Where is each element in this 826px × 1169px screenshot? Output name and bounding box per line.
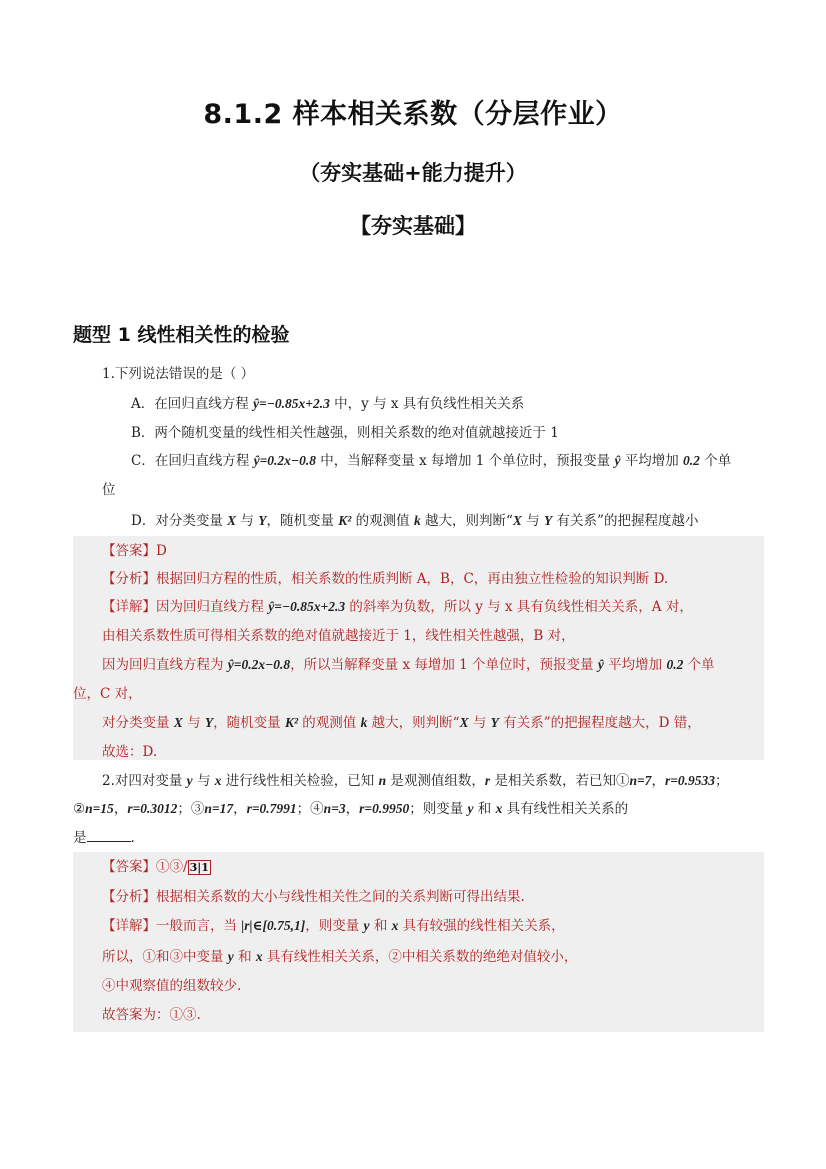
a1-d4-X2: X — [459, 715, 469, 730]
a1-d3-post: 个单 — [683, 657, 715, 673]
q2-line-2 — [73, 797, 628, 817]
q1-option-d — [131, 509, 698, 529]
q2-l3: 是 — [73, 830, 87, 846]
q1-option-a — [131, 392, 524, 412]
a2-detail-3: ④中观察值的组数较少. — [102, 978, 242, 994]
q1-c-mid: 中，当解释变量 x 每增加 1 个单位时，预报变量 — [316, 453, 615, 469]
a2-d2-he: 和 — [233, 949, 256, 965]
q2-l2-c2: ② — [73, 801, 86, 817]
section-bracket-heading: 【夯实基础】 — [350, 214, 476, 238]
q1-d-mid2: 的观测值 — [351, 513, 414, 529]
q2-l1-y: y — [186, 773, 193, 788]
a2-d1-x: x — [391, 918, 399, 933]
q1-option-c — [131, 449, 731, 469]
q2-l1-n1: n=7 — [629, 773, 652, 788]
a1-d4-yu: 与 — [182, 715, 205, 731]
q1-d-Y: Y — [258, 513, 267, 528]
q1-d-yu: 与 — [236, 513, 259, 529]
a1-analysis: 【分析】根据回归方程的性质，相关系数的性质判断 A，B，C，再由独立性检验的知识判断 D. — [102, 571, 669, 587]
q1-c-mid2: 平均增加 — [620, 453, 684, 469]
q1-d-X2: X — [512, 513, 522, 528]
q2-l2-he: 和 — [473, 801, 496, 817]
q2-l2-y: y — [467, 801, 474, 816]
a2-d1-mid: ，则变量 — [305, 918, 364, 934]
q2-l1-mid3: 是相关系数，若已知① — [490, 773, 630, 789]
a2-d2-x: x — [255, 949, 263, 964]
q2-l2-r2: r=0.3012 — [127, 801, 178, 816]
q2-l3-end: . — [130, 830, 135, 846]
a2-d1-pre: 【详解】一般而言，当 — [102, 918, 242, 934]
q1-a-eq: ŷ=−0.85x+2.3 — [253, 396, 330, 411]
q1-option-b: B．两个随机变量的线性相关性越强，则相关系数的绝对值就越接近于 1 — [131, 425, 559, 441]
a1-d1-eq: ŷ=−0.85x+2.3 — [268, 599, 346, 614]
q1-c-eq: ŷ=0.2x−0.8 — [253, 453, 316, 468]
a1-detail-3 — [102, 653, 715, 673]
q2-l1-pre: 2.对四对变量 — [102, 773, 187, 789]
a1-d3-pre: 因为回归直线方程为 — [102, 657, 228, 673]
q2-l1-r1: r=0.9533 — [664, 773, 716, 788]
a1-d1-pre: 【详解】因为回归直线方程 — [102, 599, 269, 615]
a1-d3-mid: ，所以当解释变量 x 每增加 1 个单位时，预报变量 — [290, 657, 598, 673]
q1-d-end: 有关系”的把握程度越小 — [552, 513, 699, 529]
a1-d4-Y: Y — [204, 715, 214, 730]
a2-answer-box: 3|1 — [189, 861, 209, 874]
a1-detail-5: 故选：D. — [102, 744, 158, 760]
q2-l2-s2: ， — [113, 801, 128, 817]
q1-d-mid: ，随机变量 — [266, 513, 339, 529]
a2-detail-2 — [102, 945, 577, 965]
q2-l2-mid: ；则变量 — [409, 801, 468, 817]
q2-l1-x: x — [214, 773, 222, 788]
a1-detail-1 — [102, 595, 693, 615]
a1-d4-mid: ，随机变量 — [213, 715, 285, 731]
q2-l2-n2: n=15 — [85, 801, 114, 816]
a2-d2-end: 具有线性相关关系，②中相关系数的绝绝对值较小， — [262, 949, 578, 965]
q2-line-1 — [102, 769, 729, 789]
q2-l1-yu: 与 — [192, 773, 215, 789]
q2-l2-x: x — [495, 801, 503, 816]
q2-l2-s3: ， — [233, 801, 247, 817]
q1-d-X: X — [227, 513, 237, 528]
q2-l2-s4: ， — [345, 801, 360, 817]
answer-blank[interactable] — [87, 829, 131, 842]
a2-d2-pre: 所以，①和③中变量 — [102, 949, 228, 965]
a1-d4-Y2: Y — [490, 715, 499, 730]
q1-d-yu2: 与 — [521, 513, 544, 529]
a2-d1-y: y — [363, 918, 370, 933]
a2-d1-cond: |r|∈[0.75,1] — [241, 918, 306, 933]
q2-l2-end: 具有线性相关关系的 — [502, 801, 629, 817]
q2-l1-sep: ， — [651, 773, 665, 789]
a1-d1-post: 的斜率为负数，所以 y 与 x 具有负线性相关关系，A 对， — [345, 599, 693, 615]
a1-answer: 【答案】D — [102, 543, 167, 559]
a1-d4-end: 有关系”的把握程度越大，D 错， — [498, 715, 701, 731]
a1-d4-pre: 对分类变量 — [102, 715, 174, 731]
a2-answer-text: 【答案】①③/ — [102, 859, 188, 875]
q1-d-pre: D．对分类变量 — [131, 513, 228, 529]
q2-l1-mid2: 是观测值组数， — [386, 773, 485, 789]
q2-l2-n3: n=17 — [204, 801, 234, 816]
q1-d-post: 越大，则判断“ — [420, 513, 513, 529]
q2-l1-n: n — [378, 773, 387, 788]
q1-c-val: 0.2 — [683, 453, 700, 468]
a2-detail-1 — [102, 914, 565, 934]
a1-d3-val: 0.2 — [666, 657, 684, 672]
q1-stem: 1.下列说法错误的是（ ） — [102, 366, 255, 382]
document-subtitle: （夯实基础+能力提升） — [299, 161, 527, 185]
q1-option-c-cont: 位 — [102, 482, 116, 498]
a2-d2-y: y — [227, 949, 234, 964]
a1-detail-4 — [102, 711, 701, 731]
a1-d3-eq: ŷ=0.2x−0.8 — [227, 657, 291, 672]
a2-answer — [102, 855, 211, 875]
a1-detail-2: 由相关系数性质可得相关系数的绝对值就越接近于 1，线性相关性越强，B 对， — [102, 628, 575, 644]
q2-l1-end: ； — [715, 773, 729, 789]
q1-d-K: K² — [338, 513, 352, 528]
q2-l2-n4: n=3 — [323, 801, 346, 816]
a1-d4-X: X — [173, 715, 183, 730]
a2-analysis: 【分析】根据相关系数的大小与线性相关性之间的关系判断可得出结果. — [102, 889, 525, 905]
q1-c-pre: C．在回归直线方程 — [131, 453, 254, 469]
q2-l2-c3: ；③ — [177, 801, 205, 817]
document-title: 8.1.2 样本相关系数（分层作业） — [203, 99, 623, 130]
a1-detail-3-cont: 位，C 对， — [73, 686, 142, 702]
q2-l2-r4: r=0.9950 — [359, 801, 410, 816]
q2-l2-c4: ；④ — [296, 801, 324, 817]
a2-detail-4: 故答案为：①③. — [102, 1007, 201, 1023]
q2-l2-r3: r=0.7991 — [246, 801, 297, 816]
q1-c-post: 个单 — [699, 453, 732, 469]
q1-d-k: k — [413, 513, 421, 528]
q2-l1-mid: 进行线性相关检验，已知 — [221, 773, 379, 789]
a1-d4-k: k — [360, 715, 368, 730]
q1-a-pre: A．在回归直线方程 — [131, 396, 254, 412]
q2-line-3 — [73, 826, 135, 846]
a1-d4-yu2: 与 — [468, 715, 491, 731]
a2-d1-end: 具有较强的线性相关关系， — [398, 918, 565, 934]
a1-d4-post: 越大，则判断“ — [367, 715, 460, 731]
q1-a-post: 中，y 与 x 具有负线性相关关系 — [329, 396, 525, 412]
a1-d4-K: K² — [284, 715, 299, 730]
q2-l1-r: r — [484, 773, 491, 788]
q1-c-yhat: ŷ — [614, 453, 621, 468]
q1-d-Y2: Y — [544, 513, 553, 528]
a1-d3-yhat: ŷ — [597, 657, 604, 672]
a1-d3-mid2: 平均增加 — [603, 657, 667, 673]
a2-d1-he: 和 — [369, 918, 392, 934]
a1-d4-mid2: 的观测值 — [298, 715, 361, 731]
section-heading: 题型 1 线性相关性的检验 — [73, 324, 290, 346]
